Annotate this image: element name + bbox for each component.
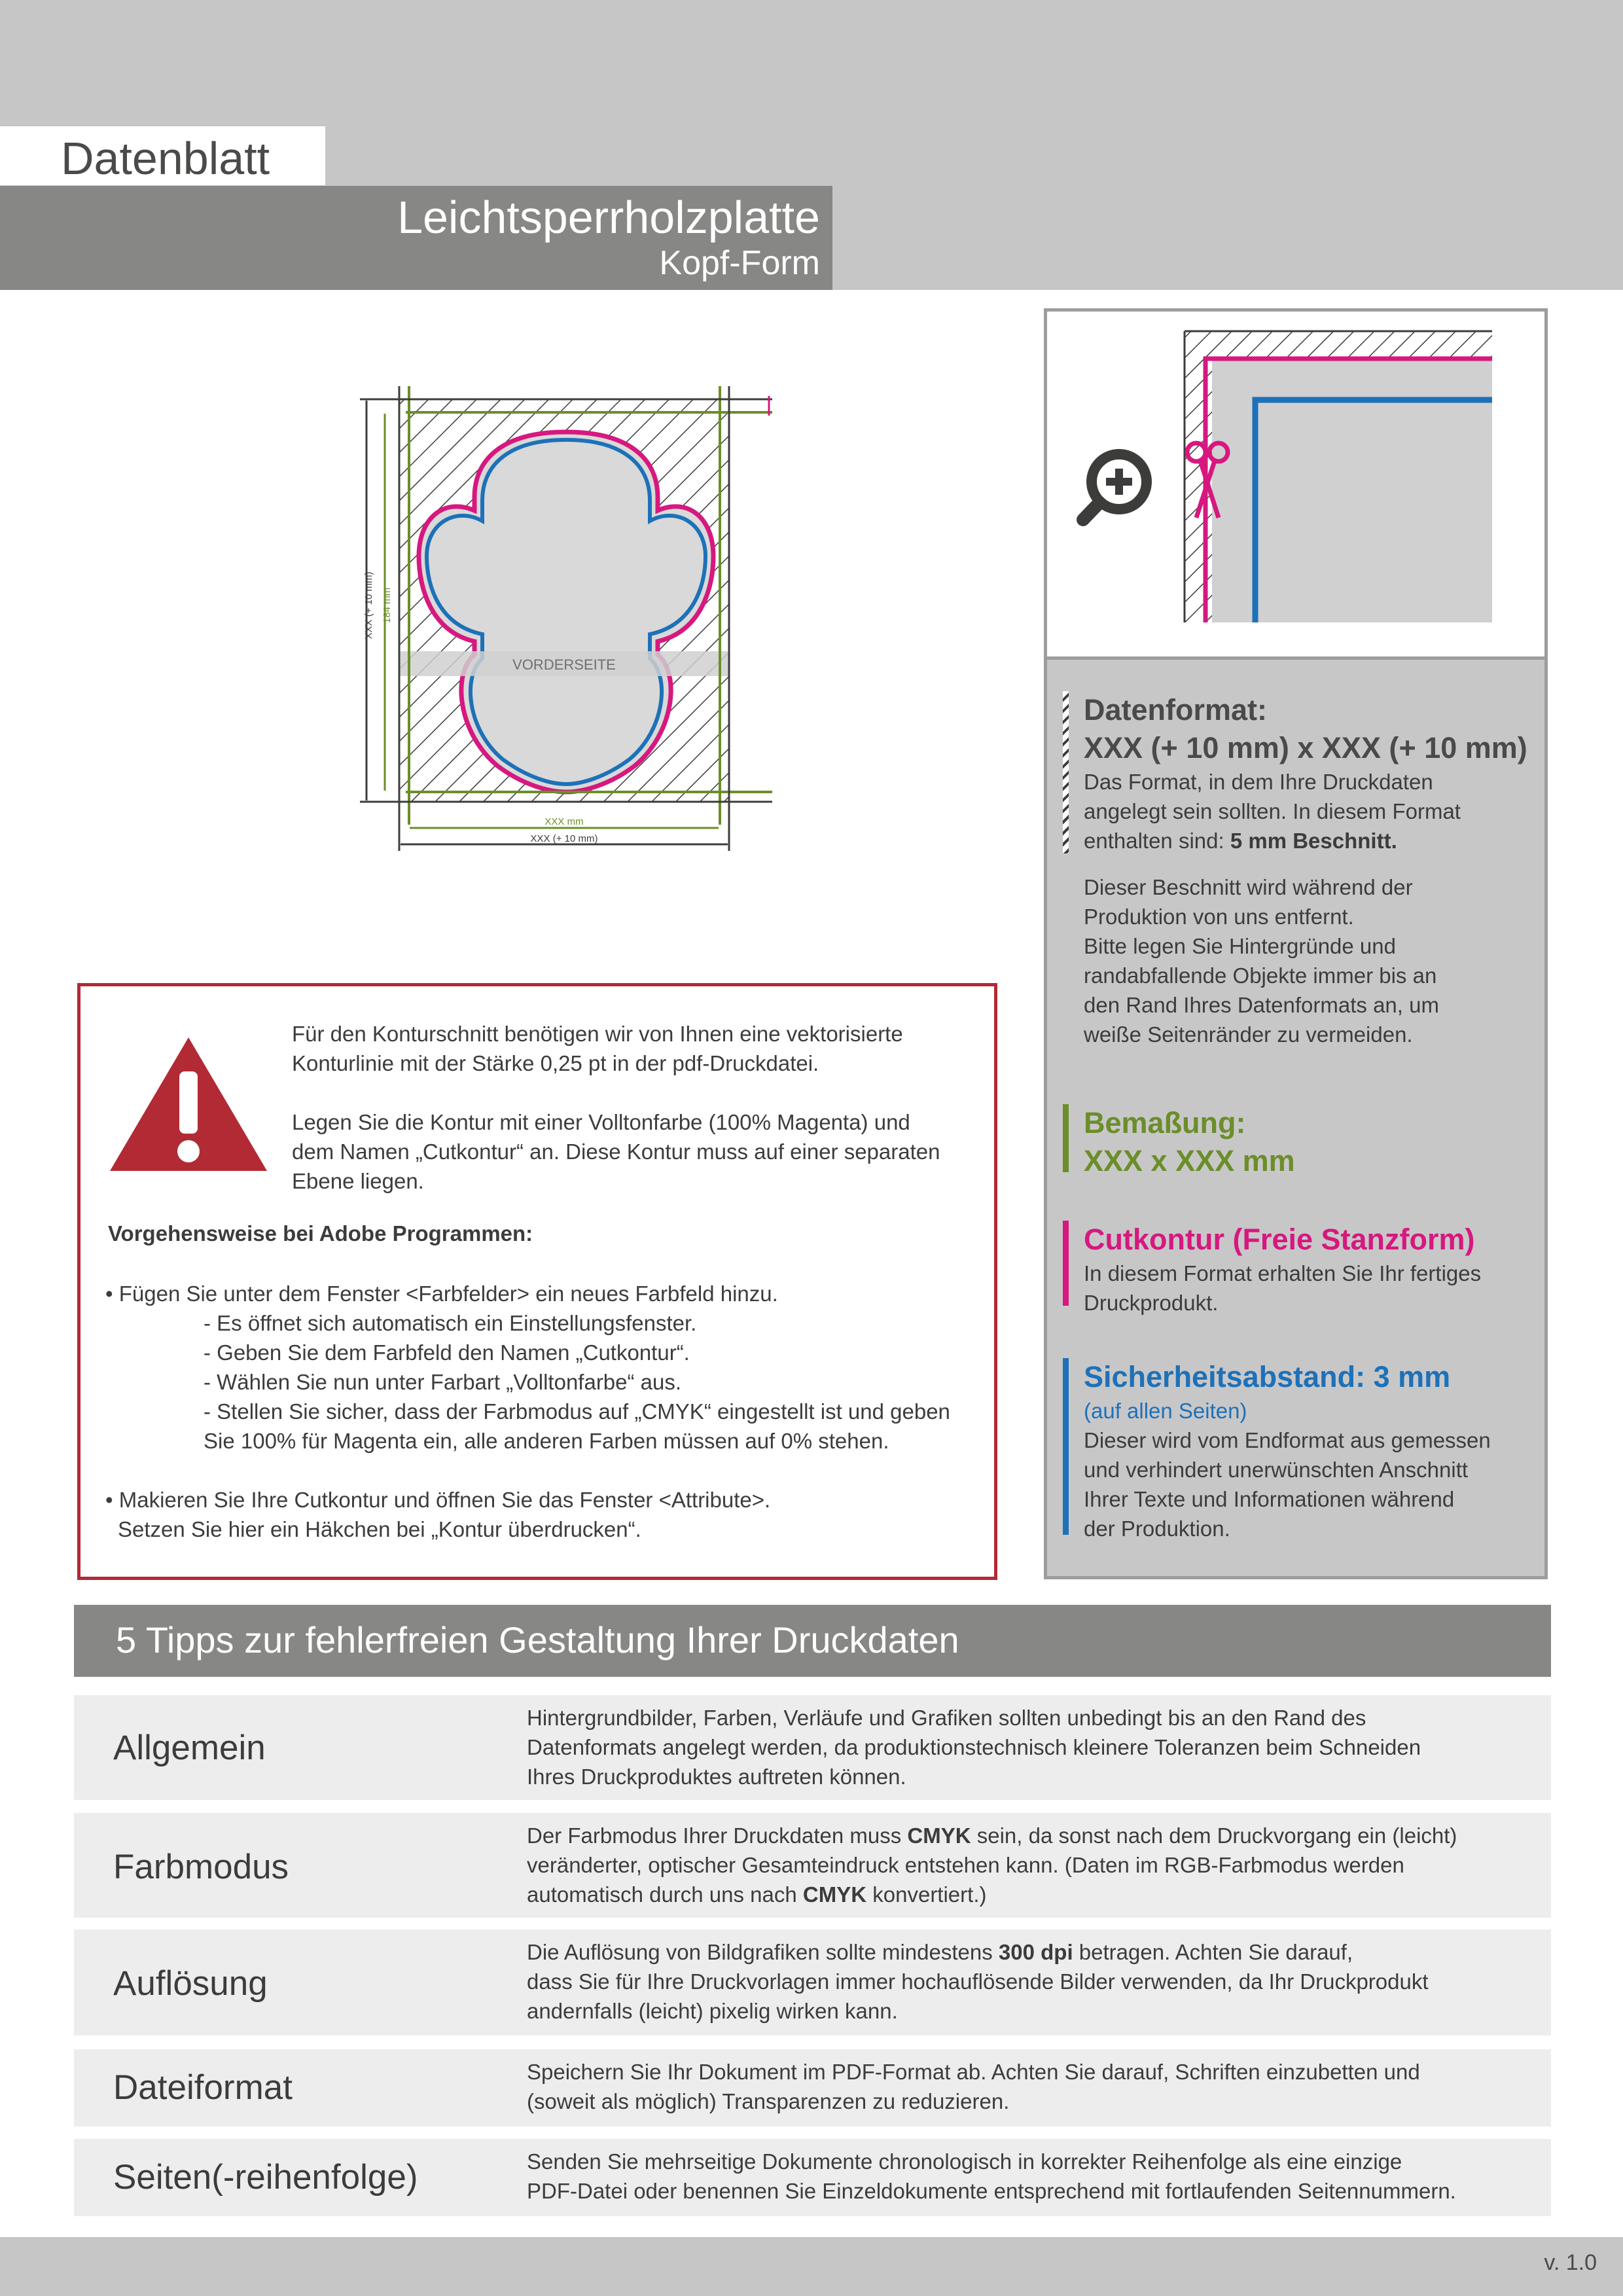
tips-heading: 5 Tipps zur fehlerfreien Gestaltung Ihrer Druckdaten: [116, 1619, 959, 1660]
safety-text-4: der Produktion.: [1084, 1516, 1230, 1541]
zoom-detail: [1047, 312, 1544, 660]
tip-text-seiten: Senden Sie mehrseitige Dokumente chronologisch in korrekter Reihenfolge als eine einzige PDF-Datei oder benennen Sie Einzeldokumente entsprechend mit fortlaufenden Seitennummern.: [527, 2149, 1456, 2203]
title-box: [0, 186, 832, 290]
step-2-l1: • Makieren Sie Ihre Cutkontur und öffnen Sie das Fenster <Attribute>.: [105, 1488, 771, 1512]
safety-sub: (auf allen Seiten): [1084, 1399, 1247, 1423]
dimension-value: XXX x XXX mm: [1084, 1144, 1295, 1177]
bleed-text-3: Bitte legen Sie Hintergründe und: [1084, 934, 1396, 958]
tip-row-dateiformat: [74, 2049, 1551, 2126]
format-heading: Datenformat:: [1084, 693, 1268, 726]
format-text-2: angelegt sein sollten. In diesem Format: [1084, 799, 1461, 823]
tip-row-aufloesung: [74, 1929, 1551, 2036]
format-text-1: Das Format, in dem Ihre Druckdaten: [1084, 770, 1433, 794]
safety-heading: Sicherheitsabstand: 3 mm: [1084, 1360, 1451, 1393]
warning-triangle-icon: [107, 1032, 270, 1176]
cut-heading: Cutkontur (Freie Stanzform): [1084, 1223, 1475, 1256]
product-diagram: [340, 367, 785, 864]
steps-heading: Vorgehensweise bei Adobe Programmen:: [108, 1221, 533, 1246]
tip-text-dateiformat: Speichern Sie Ihr Dokument im PDF-Format ab. Achten Sie darauf, Schriften einzubetten und (soweit als möglich) Transparenzen zu reduzieren.: [527, 2060, 1420, 2113]
tip-row-seiten: [74, 2139, 1551, 2216]
info-panel: [1044, 308, 1548, 1579]
datasheet-tab: [0, 126, 325, 185]
footer-band: [0, 2237, 1623, 2296]
bleed-text-6: weiße Seitenränder zu vermeiden.: [1084, 1022, 1413, 1047]
tip-label-dateiformat: Dateiformat: [113, 2068, 293, 2107]
cut-text-1: In diesem Format erhalten Sie Ihr fertiges: [1084, 1261, 1482, 1285]
warn-p1-l2: Konturlinie mit der Stärke 0,25 pt in der pdf-Druckdatei.: [292, 1051, 819, 1075]
tip-text-aufloesung: Die Auflösung von Bildgrafiken sollte mindestens 300 dpi betragen. Achten Sie darauf, dass Sie für Ihre Druckvorlagen immer hochauflösende Bilder verwenden, da Ihr Druckprodukt andernfalls (leicht) pixelig wirken kann.: [527, 1940, 1429, 2023]
step-1: • Fügen Sie unter dem Fenster <Farbfelder> ein neues Farbfeld hinzu.: [105, 1282, 778, 1306]
tip-label-seiten: Seiten(-reihenfolge): [113, 2158, 418, 2197]
cut-section: [1084, 1221, 1542, 1318]
format-value: XXX (+ 10 mm) x XXX (+ 10 mm): [1084, 731, 1527, 764]
bleed-text-4: randabfallende Objekte immer bis an: [1084, 963, 1437, 988]
bleed-text-5: den Rand Ihres Datenformats an, um: [1084, 993, 1439, 1017]
tip-text-farbmodus: Der Farbmodus Ihrer Druckdaten muss CMYK sein, da sonst nach dem Druckvorgang ein (leicht) veränderter, optischer Gesamteindruck entstehen kann. (Daten im RGB-Farbmodus werden automatisch durch uns nach CMYK konvertiert.): [527, 1823, 1457, 1907]
step-1-sub-3: - Wählen Sie nun unter Farbart „Volltonfarbe“ aus.: [204, 1370, 682, 1394]
step-1-sub-2: - Geben Sie dem Farbfeld den Namen „Cutkontur“.: [204, 1340, 690, 1365]
tip-text-allgemein: Hintergrundbilder, Farben, Verläufe und Grafiken sollten unbedingt bis an den Rand des Datenformats angelegt werden, da produktionstechnisch kleinere Toleranzen beim Schneiden Ihres Druckproduktes auftreten können.: [527, 1706, 1421, 1789]
step-1-sub-5: Sie 100% für Magenta ein, alle anderen Farben müssen auf 0% stehen.: [204, 1429, 889, 1453]
warning-box: [77, 983, 997, 1580]
tip-label-farbmodus: Farbmodus: [113, 1848, 289, 1886]
product-title: Leichtsperrholzplatte: [397, 192, 820, 243]
version-label: v. 1.0: [1544, 2250, 1597, 2275]
warn-p2-l3: Ebene liegen.: [292, 1169, 424, 1193]
dim-height-outer: XXX (+ 10 mm): [363, 571, 374, 639]
dimension-heading: Bemaßung:: [1084, 1106, 1246, 1139]
bleed-text-2: Produktion von uns entfernt.: [1084, 905, 1354, 929]
dimension-section: [1084, 1104, 1542, 1180]
tip-label-allgemein: Allgemein: [113, 1729, 266, 1767]
warn-p2-l2: dem Namen „Cutkontur“ an. Diese Kontur muss auf einer separaten: [292, 1139, 940, 1164]
datasheet-label: Datenblatt: [61, 133, 270, 184]
tips-heading-bar: [74, 1605, 1551, 1677]
warn-p2-l1: Legen Sie die Kontur mit einer Volltonfarbe (100% Magenta) und: [292, 1110, 910, 1134]
safety-text-1: Dieser wird vom Endformat aus gemessen: [1084, 1428, 1491, 1452]
format-text-3: enthalten sind: 5 mm Beschnitt.: [1084, 829, 1397, 853]
format-bar: [1063, 691, 1069, 853]
bleed-text-1: Dieser Beschnitt wird während der: [1084, 875, 1413, 899]
tip-row-farbmodus: [74, 1813, 1551, 1918]
dim-width-inner: XXX mm: [544, 816, 584, 827]
zoom-plus-icon: [1083, 454, 1147, 520]
warn-p1-l1: Für den Konturschnitt benötigen wir von Ihnen eine vektorisierte: [292, 1022, 903, 1046]
step-2-l2: Setzen Sie hier ein Häkchen bei „Kontur überdrucken“.: [118, 1517, 641, 1541]
tip-label-aufloesung: Auflösung: [113, 1964, 268, 2003]
front-label: VORDERSEITE: [512, 656, 616, 673]
dim-width-outer: XXX (+ 10 mm): [530, 833, 598, 844]
dim-height-inner: 184 mm: [382, 587, 393, 624]
safety-text-3: Ihrer Texte und Informationen während: [1084, 1487, 1455, 1511]
safety-section: [1084, 1358, 1542, 1543]
product-subtitle: Kopf-Form: [659, 244, 820, 282]
step-1-sub-4: - Stellen Sie sicher, dass der Farbmodus auf „CMYK“ eingestellt ist und geben: [204, 1399, 950, 1424]
tip-row-allgemein: [74, 1695, 1551, 1800]
cut-text-2: Druckprodukt.: [1084, 1291, 1219, 1315]
step-1-sub-1: - Es öffnet sich automatisch ein Einstellungsfenster.: [204, 1311, 697, 1335]
format-section: [1084, 691, 1542, 1049]
safety-text-2: und verhindert unerwünschten Anschnitt: [1084, 1458, 1469, 1482]
